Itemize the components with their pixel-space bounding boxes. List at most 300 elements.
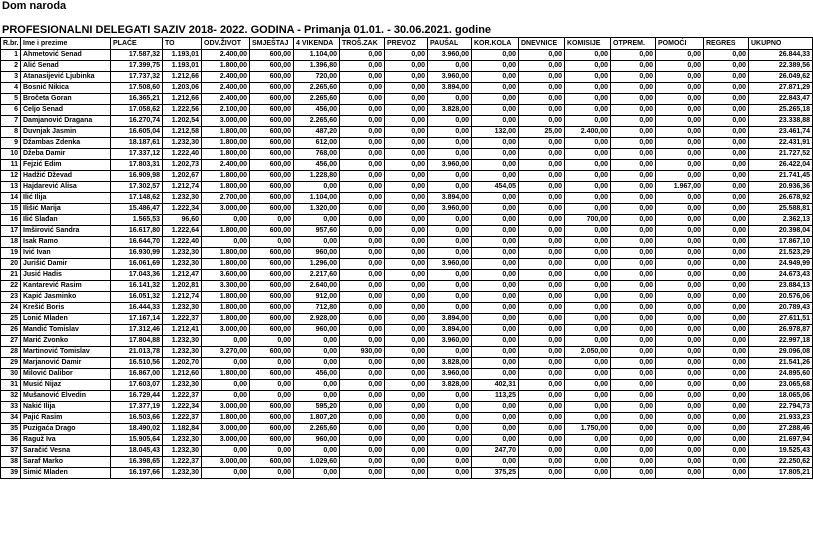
amount-cell: 0,00 — [340, 72, 385, 83]
amount-cell: 20.936,36 — [749, 182, 813, 193]
amount-cell: 0,00 — [704, 116, 749, 127]
amount-cell: 0,00 — [704, 358, 749, 369]
amount-cell: 0,00 — [340, 127, 385, 138]
amount-cell: 0,00 — [519, 171, 565, 182]
amount-cell: 0,00 — [704, 325, 749, 336]
amount-cell: 1.212,58 — [163, 127, 202, 138]
amount-cell: 600,00 — [250, 83, 294, 94]
amount-cell: 0,00 — [656, 314, 704, 325]
table-row — [1, 226, 813, 237]
amount-cell: 0,00 — [704, 402, 749, 413]
table-row — [1, 336, 813, 347]
amount-cell: 0,00 — [611, 314, 656, 325]
amount-cell: 0,00 — [340, 182, 385, 193]
amount-cell: 712,80 — [294, 303, 340, 314]
amount-cell: 375,25 — [472, 468, 519, 479]
amount-cell: 1.800,00 — [202, 61, 250, 72]
amount-cell: 0,00 — [340, 61, 385, 72]
amount-cell: 0,00 — [611, 270, 656, 281]
amount-cell: 0,00 — [656, 292, 704, 303]
amount-cell: 0,00 — [565, 446, 611, 457]
amount-cell: 25,00 — [519, 127, 565, 138]
column-header: POMOĆI — [656, 38, 704, 50]
amount-cell: 612,00 — [294, 138, 340, 149]
amount-cell: 0,00 — [340, 413, 385, 424]
amount-cell: 1.222,34 — [163, 402, 202, 413]
amount-cell: 0,00 — [428, 347, 472, 358]
amount-cell: 2.400,00 — [202, 72, 250, 83]
row-number-cell: 32 — [1, 391, 21, 402]
amount-cell: 2.640,00 — [294, 281, 340, 292]
row-number-cell: 8 — [1, 127, 21, 138]
amount-cell: 0,00 — [340, 105, 385, 116]
amount-cell: 2.265,60 — [294, 83, 340, 94]
amount-cell: 16.061,69 — [111, 259, 163, 270]
amount-cell: 0,00 — [704, 457, 749, 468]
amount-cell: 0,00 — [340, 292, 385, 303]
amount-cell: 0,00 — [611, 72, 656, 83]
amount-cell: 1.222,37 — [163, 413, 202, 424]
amount-cell: 0,00 — [202, 358, 250, 369]
amount-cell: 600,00 — [250, 292, 294, 303]
amount-cell: 2.362,13 — [749, 215, 813, 226]
amount-cell: 15.905,64 — [111, 435, 163, 446]
amount-cell: 0,00 — [704, 468, 749, 479]
amount-cell: 0,00 — [519, 336, 565, 347]
amount-cell: 0,00 — [428, 94, 472, 105]
table-row — [1, 50, 813, 61]
name-cell: Atanasijević Ljubinka — [21, 72, 111, 83]
row-number-cell: 11 — [1, 160, 21, 171]
column-header: Ime i prezime — [21, 38, 111, 50]
amount-cell: 0,00 — [385, 402, 428, 413]
amount-cell: 0,00 — [704, 61, 749, 72]
amount-cell: 25.588,81 — [749, 204, 813, 215]
amount-cell: 456,00 — [294, 160, 340, 171]
amount-cell: 0,00 — [428, 391, 472, 402]
amount-cell: 0,00 — [519, 347, 565, 358]
amount-cell: 0,00 — [704, 424, 749, 435]
amount-cell: 0,00 — [340, 50, 385, 61]
amount-cell: 0,00 — [611, 325, 656, 336]
amount-cell: 0,00 — [611, 204, 656, 215]
amount-cell: 0,00 — [340, 171, 385, 182]
amount-cell: 0,00 — [428, 171, 472, 182]
amount-cell: 2.928,00 — [294, 314, 340, 325]
amount-cell: 0,00 — [656, 83, 704, 94]
name-cell: Krešić Boris — [21, 303, 111, 314]
amount-cell: 0,00 — [611, 435, 656, 446]
amount-cell: 0,00 — [656, 248, 704, 259]
amount-cell: 0,00 — [704, 138, 749, 149]
amount-cell: 0,00 — [565, 193, 611, 204]
amount-cell: 1.029,60 — [294, 457, 340, 468]
amount-cell: 0,00 — [385, 61, 428, 72]
amount-cell: 0,00 — [704, 215, 749, 226]
amount-cell: 600,00 — [250, 105, 294, 116]
amount-cell: 0,00 — [385, 446, 428, 457]
amount-cell: 27.288,46 — [749, 424, 813, 435]
amount-cell: 0,00 — [250, 468, 294, 479]
amount-cell: 0,00 — [519, 138, 565, 149]
amount-cell: 1.232,30 — [163, 303, 202, 314]
amount-cell: 0,00 — [340, 226, 385, 237]
amount-cell: 0,00 — [565, 94, 611, 105]
name-cell: Ilić Ilija — [21, 193, 111, 204]
amount-cell: 0,00 — [472, 424, 519, 435]
column-header: OTPREM. — [611, 38, 656, 50]
amount-cell: 0,00 — [656, 424, 704, 435]
amount-cell: 18.065,06 — [749, 391, 813, 402]
amount-cell: 0,00 — [385, 259, 428, 270]
name-cell: Isak Ramo — [21, 237, 111, 248]
amount-cell: 0,00 — [704, 83, 749, 94]
name-cell: Ilić Slađan — [21, 215, 111, 226]
amount-cell: 0,00 — [519, 204, 565, 215]
amount-cell: 2.400,00 — [202, 50, 250, 61]
amount-cell: 0,00 — [565, 226, 611, 237]
name-cell: Ivić Ivan — [21, 248, 111, 259]
name-cell: Saraf Marko — [21, 457, 111, 468]
amount-cell: 21.727,52 — [749, 149, 813, 160]
amount-cell: 0,00 — [472, 413, 519, 424]
amount-cell: 0,00 — [519, 149, 565, 160]
amount-cell: 0,00 — [428, 248, 472, 259]
row-number-cell: 25 — [1, 314, 21, 325]
amount-cell: 0,00 — [519, 50, 565, 61]
amount-cell: 0,00 — [472, 248, 519, 259]
amount-cell: 0,00 — [656, 281, 704, 292]
amount-cell: 23.884,13 — [749, 281, 813, 292]
amount-cell: 0,00 — [519, 457, 565, 468]
amount-cell: 0,00 — [704, 237, 749, 248]
amount-cell: 0,00 — [385, 336, 428, 347]
name-cell: Raguž Iva — [21, 435, 111, 446]
amount-cell: 960,00 — [294, 325, 340, 336]
amount-cell: 1.104,00 — [294, 193, 340, 204]
amount-cell: 18.490,02 — [111, 424, 163, 435]
amount-cell: 22.794,73 — [749, 402, 813, 413]
amount-cell: 0,00 — [565, 468, 611, 479]
amount-cell: 0,00 — [519, 248, 565, 259]
amount-cell: 0,00 — [704, 50, 749, 61]
amount-cell: 27.871,29 — [749, 83, 813, 94]
amount-cell: 0,00 — [250, 358, 294, 369]
amount-cell: 1.800,00 — [202, 259, 250, 270]
name-cell: Puzigaća Drago — [21, 424, 111, 435]
amount-cell: 0,00 — [472, 149, 519, 160]
amount-cell: 0,00 — [385, 270, 428, 281]
amount-cell: 0,00 — [202, 215, 250, 226]
table-row — [1, 138, 813, 149]
amount-cell: 456,00 — [294, 105, 340, 116]
row-number-cell: 38 — [1, 457, 21, 468]
amount-cell: 0,00 — [385, 83, 428, 94]
amount-cell: 2.265,60 — [294, 94, 340, 105]
name-cell: Kantarević Rasim — [21, 281, 111, 292]
amount-cell: 2.265,60 — [294, 116, 340, 127]
amount-cell: 0,00 — [519, 105, 565, 116]
amount-cell: 0,00 — [611, 61, 656, 72]
amount-cell: 0,00 — [385, 94, 428, 105]
amount-cell: 0,00 — [611, 259, 656, 270]
amount-cell: 0,00 — [428, 138, 472, 149]
amount-cell: 0,00 — [385, 237, 428, 248]
amount-cell: 0,00 — [704, 446, 749, 457]
amount-cell: 600,00 — [250, 182, 294, 193]
amount-cell: 0,00 — [611, 380, 656, 391]
amount-cell: 0,00 — [385, 457, 428, 468]
amount-cell: 0,00 — [519, 380, 565, 391]
column-header: KOMISIJE — [565, 38, 611, 50]
amount-cell: 20.576,06 — [749, 292, 813, 303]
amount-cell: 0,00 — [611, 50, 656, 61]
amount-cell: 600,00 — [250, 204, 294, 215]
table-row — [1, 171, 813, 182]
row-number-cell: 28 — [1, 347, 21, 358]
name-cell: Mušanović Elvedin — [21, 391, 111, 402]
amount-cell: 24.673,43 — [749, 270, 813, 281]
table-row — [1, 215, 813, 226]
amount-cell: 1.232,30 — [163, 435, 202, 446]
amount-cell: 17.377,19 — [111, 402, 163, 413]
amount-cell: 0,00 — [385, 226, 428, 237]
amount-cell: 0,00 — [428, 292, 472, 303]
amount-cell: 957,60 — [294, 226, 340, 237]
row-number-cell: 19 — [1, 248, 21, 259]
amount-cell: 1.212,74 — [163, 292, 202, 303]
table-row — [1, 72, 813, 83]
amount-cell: 0,00 — [428, 413, 472, 424]
amount-cell: 21.541,26 — [749, 358, 813, 369]
amount-cell: 0,00 — [704, 204, 749, 215]
amount-cell: 3.000,00 — [202, 435, 250, 446]
amount-cell: 0,00 — [428, 446, 472, 457]
amount-cell: 0,00 — [519, 193, 565, 204]
row-number-cell: 18 — [1, 237, 21, 248]
amount-cell: 912,00 — [294, 292, 340, 303]
amount-cell: 2.100,00 — [202, 105, 250, 116]
amount-cell: 0,00 — [656, 380, 704, 391]
amount-cell: 0,00 — [385, 391, 428, 402]
amount-cell: 1.232,30 — [163, 248, 202, 259]
amount-cell: 1.800,00 — [202, 292, 250, 303]
amount-cell: 0,00 — [385, 204, 428, 215]
amount-cell: 600,00 — [250, 303, 294, 314]
amount-cell: 18.187,61 — [111, 138, 163, 149]
amount-cell: 0,00 — [250, 336, 294, 347]
amount-cell: 0,00 — [565, 237, 611, 248]
amount-cell: 0,00 — [385, 325, 428, 336]
amount-cell: 0,00 — [565, 116, 611, 127]
amount-cell: 0,00 — [565, 325, 611, 336]
amount-cell: 0,00 — [472, 237, 519, 248]
amount-cell: 0,00 — [472, 457, 519, 468]
amount-cell: 20.789,43 — [749, 303, 813, 314]
amount-cell: 0,00 — [565, 380, 611, 391]
amount-cell: 0,00 — [611, 292, 656, 303]
amount-cell: 26.844,33 — [749, 50, 813, 61]
row-number-cell: 9 — [1, 138, 21, 149]
amount-cell: 0,00 — [704, 347, 749, 358]
amount-cell: 600,00 — [250, 61, 294, 72]
amount-cell: 0,00 — [704, 94, 749, 105]
table-row — [1, 116, 813, 127]
amount-cell: 3.960,00 — [428, 50, 472, 61]
amount-cell: 0,00 — [428, 127, 472, 138]
amount-cell: 16.729,44 — [111, 391, 163, 402]
amount-cell: 0,00 — [519, 94, 565, 105]
amount-cell: 0,00 — [704, 336, 749, 347]
amount-cell: 0,00 — [611, 193, 656, 204]
amount-cell: 0,00 — [428, 215, 472, 226]
row-number-cell: 14 — [1, 193, 21, 204]
amount-cell: 595,20 — [294, 402, 340, 413]
amount-cell: 1.222,56 — [163, 105, 202, 116]
column-header: PAUŠAL — [428, 38, 472, 50]
amount-cell: 0,00 — [428, 182, 472, 193]
amount-cell: 0,00 — [519, 402, 565, 413]
name-cell: Ahmetović Senad — [21, 50, 111, 61]
amount-cell: 17.587,32 — [111, 50, 163, 61]
amount-cell: 1.104,00 — [294, 50, 340, 61]
amount-cell: 0,00 — [565, 435, 611, 446]
amount-cell: 18.045,43 — [111, 446, 163, 457]
row-number-cell: 17 — [1, 226, 21, 237]
amount-cell: 0,00 — [611, 182, 656, 193]
amount-cell: 0,00 — [656, 402, 704, 413]
amount-cell: 1.800,00 — [202, 149, 250, 160]
amount-cell: 0,00 — [704, 292, 749, 303]
amount-cell: 600,00 — [250, 226, 294, 237]
row-number-cell: 16 — [1, 215, 21, 226]
name-cell: Bročeta Goran — [21, 94, 111, 105]
column-header: SMJEŠTAJ — [250, 38, 294, 50]
amount-cell: 0,00 — [704, 72, 749, 83]
amount-cell: 600,00 — [250, 457, 294, 468]
amount-cell: 2.400,00 — [202, 83, 250, 94]
row-number-cell: 2 — [1, 61, 21, 72]
amount-cell: 0,00 — [340, 281, 385, 292]
amount-cell: 1.232,30 — [163, 336, 202, 347]
amount-cell: 23.338,88 — [749, 116, 813, 127]
column-header: 4 VIKENDA — [294, 38, 340, 50]
table-row — [1, 248, 813, 259]
name-cell: Musić Nijaz — [21, 380, 111, 391]
amount-cell: 23.461,74 — [749, 127, 813, 138]
amount-cell: 0,00 — [565, 259, 611, 270]
amount-cell: 1.232,30 — [163, 347, 202, 358]
amount-cell: 0,00 — [385, 292, 428, 303]
amount-cell: 1.202,81 — [163, 281, 202, 292]
amount-cell: 16.867,00 — [111, 369, 163, 380]
amount-cell: 0,00 — [611, 94, 656, 105]
amount-cell: 3.960,00 — [428, 160, 472, 171]
table-row — [1, 237, 813, 248]
amount-cell: 1.222,37 — [163, 457, 202, 468]
amount-cell: 0,00 — [565, 50, 611, 61]
amount-cell: 0,00 — [340, 160, 385, 171]
amount-cell: 0,00 — [656, 171, 704, 182]
amount-cell: 1.232,30 — [163, 193, 202, 204]
amount-cell: 0,00 — [519, 468, 565, 479]
name-cell: Džambas Zdenka — [21, 138, 111, 149]
amount-cell: 16.503,66 — [111, 413, 163, 424]
amount-cell: 27.611,51 — [749, 314, 813, 325]
amount-cell: 0,00 — [656, 116, 704, 127]
amount-cell: 600,00 — [250, 270, 294, 281]
amount-cell: 1.232,30 — [163, 138, 202, 149]
amount-cell: 1.800,00 — [202, 226, 250, 237]
column-header: PLAĆE — [111, 38, 163, 50]
name-cell: Ilišić Marija — [21, 204, 111, 215]
amount-cell: 0,00 — [519, 270, 565, 281]
amount-cell: 17.805,21 — [749, 468, 813, 479]
amount-cell: 0,00 — [519, 325, 565, 336]
amount-cell: 0,00 — [472, 138, 519, 149]
amount-cell: 0,00 — [611, 347, 656, 358]
row-number-cell: 30 — [1, 369, 21, 380]
amount-cell: 0,00 — [656, 270, 704, 281]
amount-cell: 2.700,00 — [202, 193, 250, 204]
amount-cell: 16.141,32 — [111, 281, 163, 292]
amount-cell: 0,00 — [340, 424, 385, 435]
table-row — [1, 303, 813, 314]
amount-cell: 20.398,04 — [749, 226, 813, 237]
amount-cell: 454,05 — [472, 182, 519, 193]
name-cell: Bosnić Nikica — [21, 83, 111, 94]
amount-cell: 0,00 — [385, 369, 428, 380]
amount-cell: 3.000,00 — [202, 116, 250, 127]
amount-cell: 17.508,60 — [111, 83, 163, 94]
amount-cell: 1.202,70 — [163, 358, 202, 369]
amount-cell: 1.232,30 — [163, 468, 202, 479]
amount-cell: 0,00 — [385, 424, 428, 435]
amount-cell: 0,00 — [472, 336, 519, 347]
column-header: ODV.ŽIVOT — [202, 38, 250, 50]
amount-cell: 1.800,00 — [202, 182, 250, 193]
amount-cell: 0,00 — [202, 468, 250, 479]
amount-cell: 0,00 — [519, 281, 565, 292]
amount-cell: 17.043,36 — [111, 270, 163, 281]
amount-cell: 1.222,40 — [163, 237, 202, 248]
amount-cell: 0,00 — [565, 369, 611, 380]
amount-cell: 0,00 — [519, 116, 565, 127]
amount-cell: 1.203,06 — [163, 83, 202, 94]
amount-cell: 1.222,37 — [163, 391, 202, 402]
row-number-cell: 35 — [1, 424, 21, 435]
amount-cell: 0,00 — [656, 303, 704, 314]
amount-cell: 1.800,00 — [202, 171, 250, 182]
amount-cell: 21.523,29 — [749, 248, 813, 259]
amount-cell: 0,00 — [611, 215, 656, 226]
amount-cell: 0,00 — [704, 226, 749, 237]
amount-cell: 0,00 — [704, 193, 749, 204]
amount-cell: 16.398,65 — [111, 457, 163, 468]
amount-cell: 25.265,18 — [749, 105, 813, 116]
amount-cell: 0,00 — [340, 380, 385, 391]
amount-cell: 17.302,57 — [111, 182, 163, 193]
amount-cell: 0,00 — [611, 171, 656, 182]
amount-cell: 0,00 — [519, 259, 565, 270]
amount-cell: 600,00 — [250, 435, 294, 446]
amount-cell: 17.737,32 — [111, 72, 163, 83]
amount-cell: 0,00 — [385, 314, 428, 325]
amount-cell: 600,00 — [250, 127, 294, 138]
amount-cell: 0,00 — [611, 138, 656, 149]
row-number-cell: 36 — [1, 435, 21, 446]
amount-cell: 22.389,56 — [749, 61, 813, 72]
